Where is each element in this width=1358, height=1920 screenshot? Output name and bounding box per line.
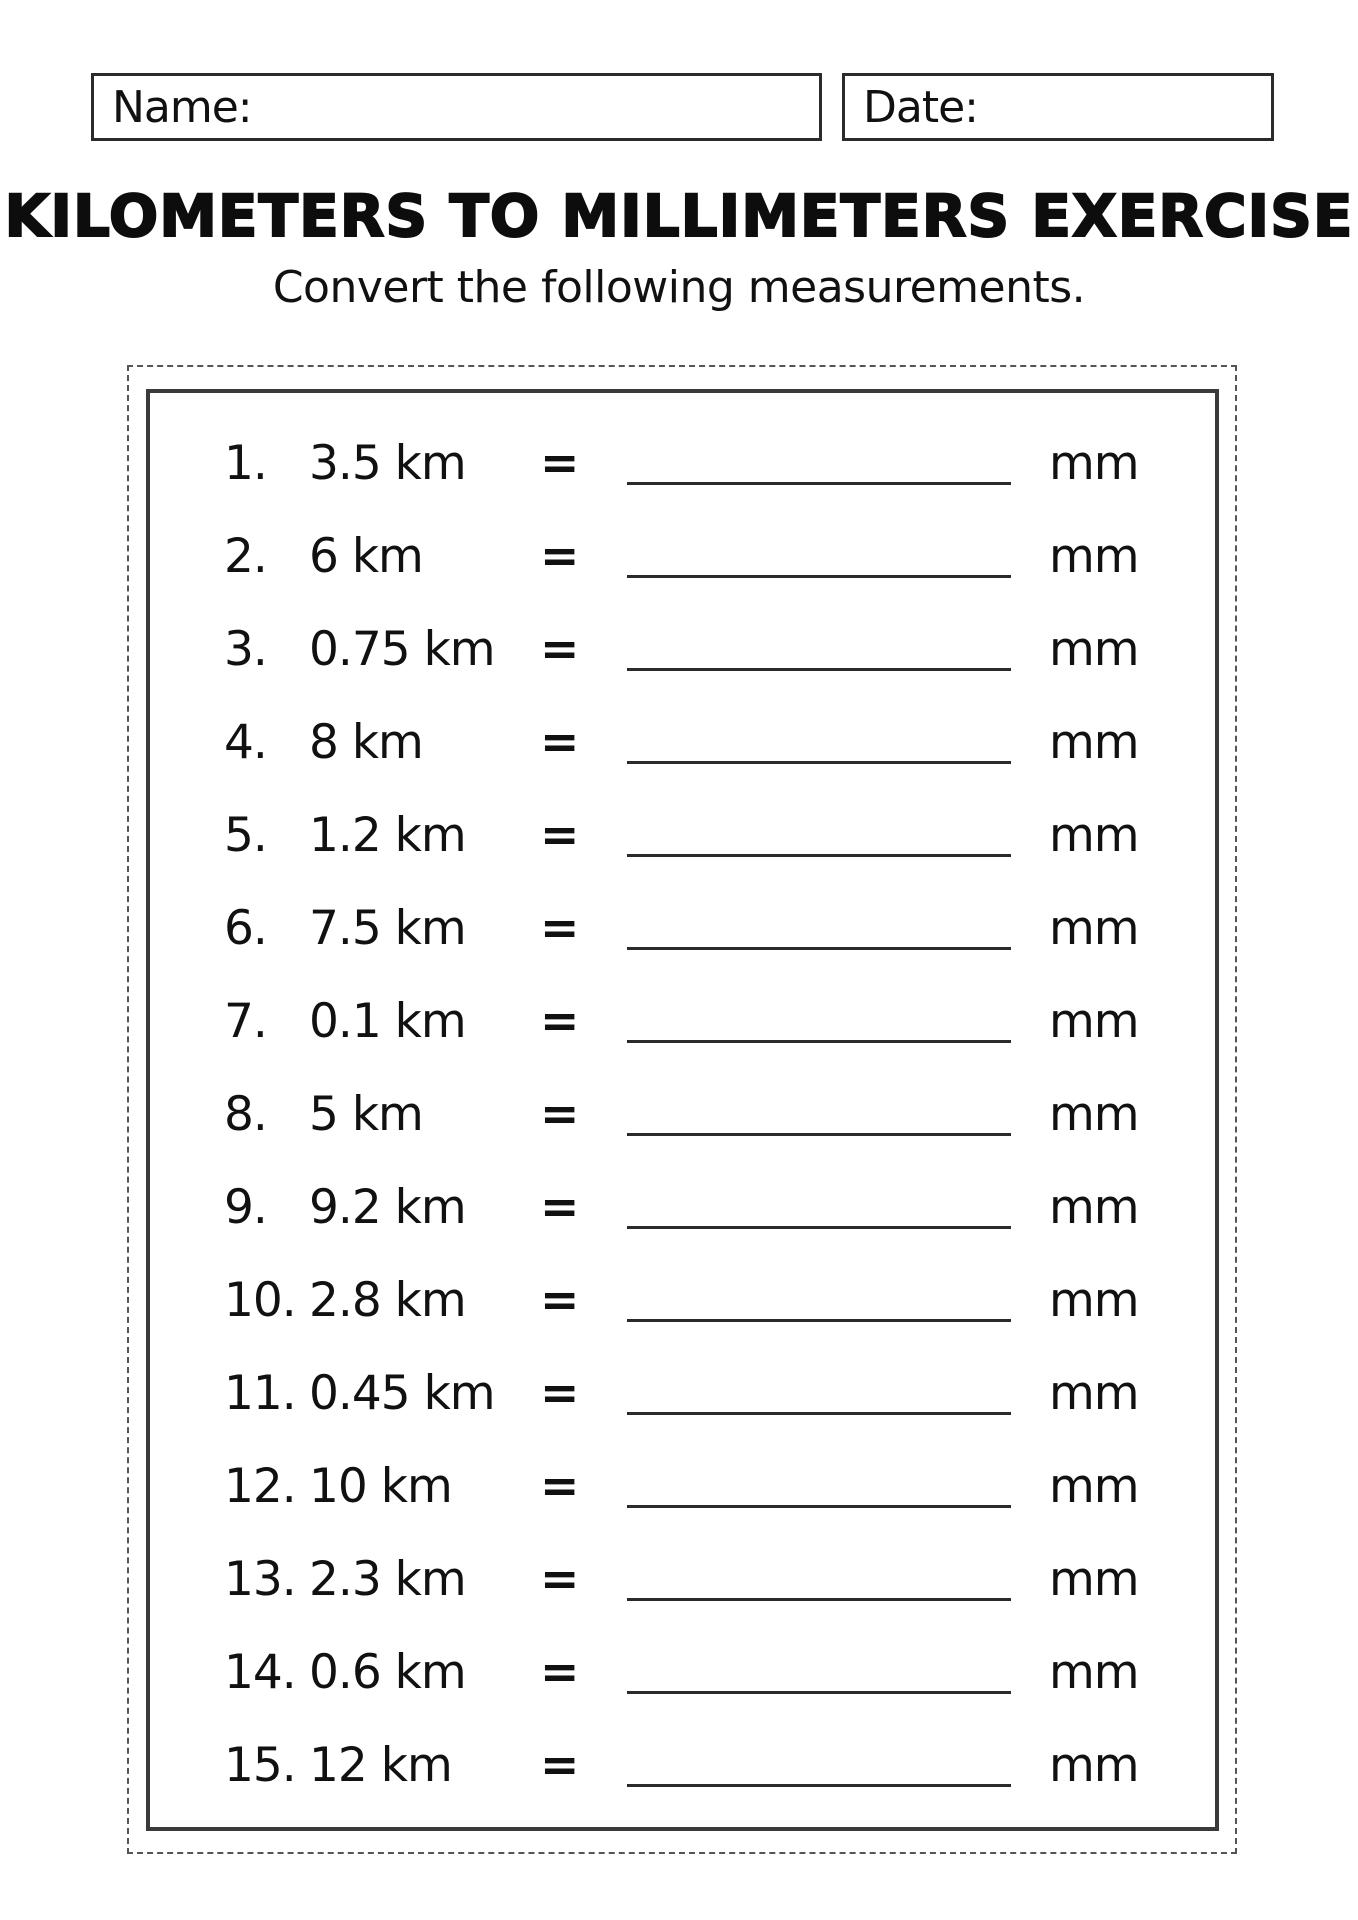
problem-quantity: 2.8 km (309, 1273, 466, 1328)
problem-quantity: 0.1 km (309, 994, 466, 1049)
problem-quantity: 3.5 km (309, 436, 466, 491)
problem-row (146, 1633, 1219, 1713)
problem-quantity: 9.2 km (309, 1180, 466, 1235)
equals-sign: = (540, 1645, 579, 1700)
problem-quantity: 6 km (309, 529, 423, 584)
unit-label: mm (1049, 1180, 1139, 1235)
unit-label: mm (1049, 808, 1139, 863)
unit-label: mm (1049, 436, 1139, 491)
answer-blank[interactable] (627, 482, 1011, 485)
name-label: Name: (112, 81, 252, 133)
answer-blank[interactable] (627, 1040, 1011, 1043)
problem-quantity: 0.45 km (309, 1366, 495, 1421)
answer-blank[interactable] (627, 1133, 1011, 1136)
problem-number: 11. (224, 1366, 296, 1421)
problem-row (146, 1540, 1219, 1620)
equals-sign: = (540, 715, 579, 770)
equals-sign: = (540, 994, 579, 1049)
unit-label: mm (1049, 715, 1139, 770)
problem-quantity: 10 km (309, 1459, 452, 1514)
unit-label: mm (1049, 1552, 1139, 1607)
unit-label: mm (1049, 529, 1139, 584)
problem-row (146, 1354, 1219, 1434)
problem-number: 5. (224, 808, 267, 863)
problem-quantity: 12 km (309, 1738, 452, 1793)
unit-label: mm (1049, 1366, 1139, 1421)
problem-row (146, 1447, 1219, 1527)
equals-sign: = (540, 1552, 579, 1607)
problem-number: 1. (224, 436, 267, 491)
answer-blank[interactable] (627, 575, 1011, 578)
problem-number: 13. (224, 1552, 296, 1607)
answer-blank[interactable] (627, 947, 1011, 950)
problem-number: 4. (224, 715, 267, 770)
problem-quantity: 5 km (309, 1087, 423, 1142)
problem-row (146, 1261, 1219, 1341)
equals-sign: = (540, 901, 579, 956)
problem-row (146, 1168, 1219, 1248)
problem-number: 10. (224, 1273, 296, 1328)
problem-quantity: 0.75 km (309, 622, 495, 677)
answer-blank[interactable] (627, 1412, 1011, 1415)
problem-number: 2. (224, 529, 267, 584)
equals-sign: = (540, 1459, 579, 1514)
equals-sign: = (540, 1273, 579, 1328)
problem-number: 8. (224, 1087, 267, 1142)
unit-label: mm (1049, 994, 1139, 1049)
answer-blank[interactable] (627, 854, 1011, 857)
problem-row (146, 1726, 1219, 1806)
problem-row (146, 1075, 1219, 1155)
answer-blank[interactable] (627, 1784, 1011, 1787)
problem-row (146, 796, 1219, 876)
date-label: Date: (863, 81, 978, 133)
equals-sign: = (540, 1087, 579, 1142)
problem-quantity: 7.5 km (309, 901, 466, 956)
unit-label: mm (1049, 1738, 1139, 1793)
equals-sign: = (540, 622, 579, 677)
problem-quantity: 1.2 km (309, 808, 466, 863)
answer-blank[interactable] (627, 1226, 1011, 1229)
page-title: KILOMETERS TO MILLIMETERS EXERCISE (4, 182, 1354, 250)
unit-label: mm (1049, 901, 1139, 956)
equals-sign: = (540, 1738, 579, 1793)
problem-number: 3. (224, 622, 267, 677)
problem-row (146, 610, 1219, 690)
unit-label: mm (1049, 1645, 1139, 1700)
name-field[interactable] (91, 73, 822, 141)
problem-number: 14. (224, 1645, 296, 1700)
problem-number: 9. (224, 1180, 267, 1235)
problem-row (146, 982, 1219, 1062)
problem-row (146, 517, 1219, 597)
date-field[interactable] (842, 73, 1274, 141)
problem-quantity: 2.3 km (309, 1552, 466, 1607)
instructions: Convert the following measurements. (272, 262, 1086, 313)
problem-number: 12. (224, 1459, 296, 1514)
problem-number: 15. (224, 1738, 296, 1793)
unit-label: mm (1049, 1273, 1139, 1328)
problem-row (146, 889, 1219, 969)
unit-label: mm (1049, 622, 1139, 677)
answer-blank[interactable] (627, 1598, 1011, 1601)
problem-quantity: 8 km (309, 715, 423, 770)
answer-blank[interactable] (627, 1505, 1011, 1508)
problem-number: 6. (224, 901, 267, 956)
equals-sign: = (540, 1180, 579, 1235)
answer-blank[interactable] (627, 1319, 1011, 1322)
equals-sign: = (540, 808, 579, 863)
problem-number: 7. (224, 994, 267, 1049)
problem-quantity: 0.6 km (309, 1645, 466, 1700)
answer-blank[interactable] (627, 668, 1011, 671)
unit-label: mm (1049, 1459, 1139, 1514)
answer-blank[interactable] (627, 1691, 1011, 1694)
problem-row (146, 424, 1219, 504)
unit-label: mm (1049, 1087, 1139, 1142)
problem-list (146, 389, 1219, 1831)
equals-sign: = (540, 529, 579, 584)
equals-sign: = (540, 1366, 579, 1421)
answer-blank[interactable] (627, 761, 1011, 764)
equals-sign: = (540, 436, 579, 491)
problem-row (146, 703, 1219, 783)
